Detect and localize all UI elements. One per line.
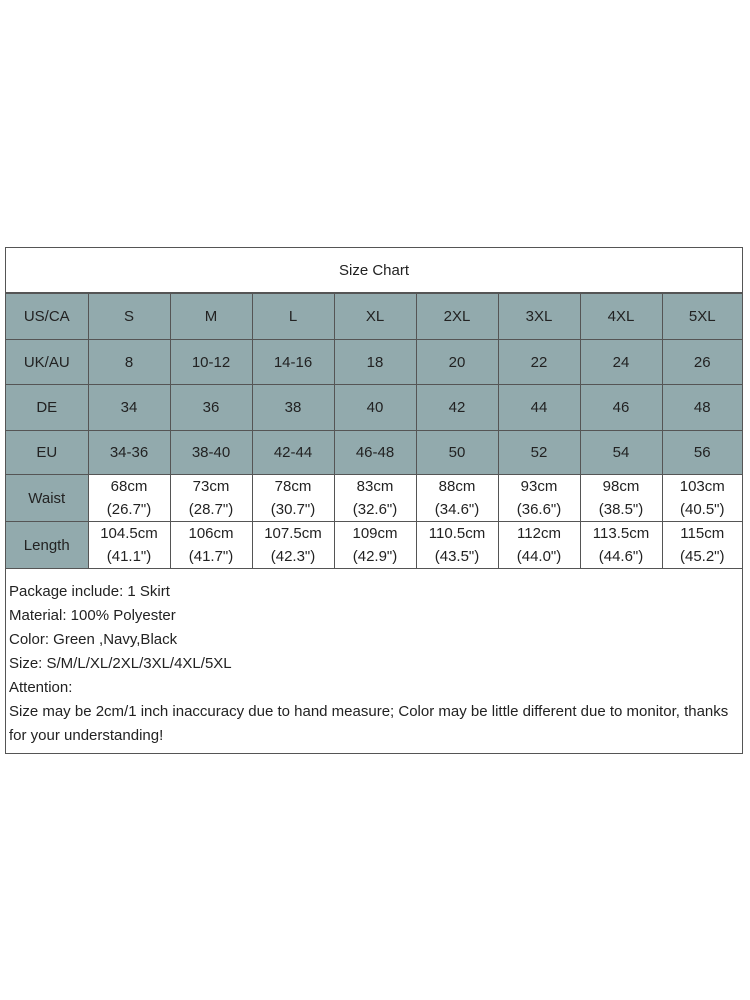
table-cell: 14-16 (252, 340, 334, 385)
table-row (6, 385, 742, 431)
measure-cell (170, 475, 252, 522)
inch-value: (44.6") (598, 548, 644, 565)
cm-value: 106cm (188, 525, 234, 542)
table-cell: 24 (580, 340, 662, 385)
header-cell: 3XL (498, 294, 580, 340)
table-cell: 8 (88, 340, 170, 385)
table-cell: 34 (88, 385, 170, 431)
inch-value: (32.6") (352, 501, 398, 518)
inch-value: (42.9") (352, 548, 398, 565)
table-cell: 48 (662, 385, 742, 431)
measure-cell (88, 522, 170, 569)
product-notes (9, 580, 739, 748)
header-cell: S (88, 294, 170, 340)
row-label-length: Length (6, 522, 88, 569)
size-chart (5, 247, 743, 754)
size-note: Size: S/M/L/XL/2XL/3XL/4XL/5XL (9, 655, 232, 672)
table-cell: 52 (498, 431, 580, 475)
inch-value: (43.5") (434, 548, 480, 565)
measure-cell (252, 475, 334, 522)
cm-value: 88cm (438, 478, 476, 495)
header-cell: 4XL (580, 294, 662, 340)
inch-value: (26.7") (106, 501, 152, 518)
inch-value: (28.7") (188, 501, 234, 518)
table-cell: 44 (498, 385, 580, 431)
table-cell: 42-44 (252, 431, 334, 475)
table-cell: 26 (662, 340, 742, 385)
inch-value: (30.7") (270, 501, 316, 518)
cm-value: 110.5cm (428, 525, 486, 542)
header-cell: US/CA (6, 294, 88, 340)
cm-value: 104.5cm (100, 525, 158, 542)
package-note: Package include: 1 Skirt (9, 583, 170, 600)
material-note: Material: 100% Polyester (9, 607, 176, 624)
table-cell: 18 (334, 340, 416, 385)
table-cell: 40 (334, 385, 416, 431)
measure-cell (170, 522, 252, 569)
inch-value: (34.6") (434, 501, 480, 518)
inch-value: (36.6") (516, 501, 562, 518)
length-row (6, 522, 742, 569)
cm-value: 78cm (274, 478, 312, 495)
table-cell: 38 (252, 385, 334, 431)
size-table (6, 293, 742, 569)
table-cell: 50 (416, 431, 498, 475)
measure-cell (662, 522, 742, 569)
inch-value: (44.0") (516, 548, 562, 565)
measure-cell (580, 475, 662, 522)
header-cell: M (170, 294, 252, 340)
header-row (6, 294, 742, 340)
table-cell: 46-48 (334, 431, 416, 475)
table-cell: 10-12 (170, 340, 252, 385)
measure-cell (498, 522, 580, 569)
inch-value: (41.7") (188, 548, 234, 565)
table-cell: 46 (580, 385, 662, 431)
cm-value: 112cm (517, 525, 561, 542)
cm-value: 103cm (679, 478, 725, 495)
measure-cell (88, 475, 170, 522)
table-row (6, 431, 742, 475)
cm-value: 115cm (680, 525, 725, 542)
inch-value: (42.3") (270, 548, 316, 565)
cm-value: 73cm (192, 478, 230, 495)
inch-value: (40.5") (679, 501, 725, 518)
measure-cell (334, 475, 416, 522)
table-cell: 54 (580, 431, 662, 475)
row-label-waist: Waist (6, 475, 88, 522)
measure-cell (416, 522, 498, 569)
measure-cell (580, 522, 662, 569)
chart-title: Size Chart (6, 248, 742, 293)
table-cell: 22 (498, 340, 580, 385)
cm-value: 83cm (356, 478, 394, 495)
disclaimer-note: Size may be 2cm/1 inch inaccuracy due to hand measure; Color may be little different due to monitor, thanks for your understanding! (9, 703, 729, 744)
attention-label: Attention: (9, 679, 73, 696)
inch-value: (38.5") (598, 501, 644, 518)
table-cell: 34-36 (88, 431, 170, 475)
measure-cell (416, 475, 498, 522)
table-cell: 56 (662, 431, 742, 475)
table-cell: UK/AU (6, 340, 88, 385)
table-cell: 20 (416, 340, 498, 385)
waist-row (6, 475, 742, 522)
measure-cell (252, 522, 334, 569)
header-cell: XL (334, 294, 416, 340)
table-cell: 38-40 (170, 431, 252, 475)
cm-value: 98cm (602, 478, 640, 495)
cm-value: 107.5cm (264, 525, 322, 542)
header-cell: 2XL (416, 294, 498, 340)
table-cell: 36 (170, 385, 252, 431)
color-note: Color: Green ,Navy,Black (9, 631, 178, 648)
cm-value: 93cm (520, 478, 558, 495)
measure-cell (334, 522, 416, 569)
measure-cell (662, 475, 742, 522)
table-row (6, 340, 742, 385)
table-cell: EU (6, 431, 88, 475)
cm-value: 68cm (110, 478, 148, 495)
measure-cell (498, 475, 580, 522)
inch-value: (45.2") (679, 548, 725, 565)
cm-value: 109cm (352, 525, 398, 542)
table-cell: DE (6, 385, 88, 431)
table-cell: 42 (416, 385, 498, 431)
cm-value: 113.5cm (592, 525, 650, 542)
header-cell: L (252, 294, 334, 340)
header-cell: 5XL (662, 294, 742, 340)
inch-value: (41.1") (106, 548, 152, 565)
